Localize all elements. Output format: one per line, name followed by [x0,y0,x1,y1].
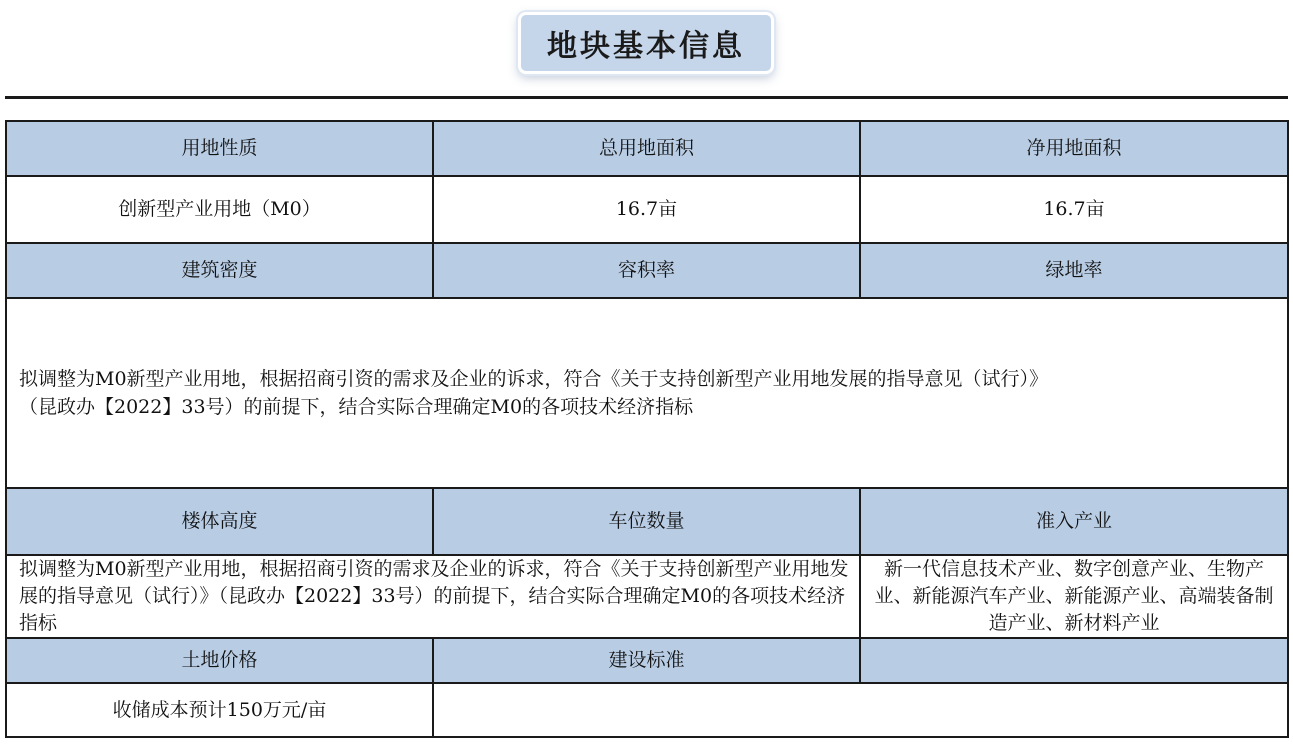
value-permitted-industries: 新一代信息技术产业、数字创意产业、生物产业、新能源汽车产业、新能源产业、高端装备制造产业、新材料产业 [860,555,1288,638]
height-parking-note-text: 拟调整为M0新型产业用地，根据招商引资的需求及企业的诉求，符合《关于支持创新型产业用地发展的指导意见（试行）》（昆政办【2022】33号）的前提下，结合实际合理确定M0的各项技术经济指标 [19,558,849,634]
header-building-height: 楼体高度 [6,488,433,555]
header-row-1 [6,121,1288,176]
value-construction-standard [433,683,1288,737]
header-construction-standard: 建设标准 [433,638,860,683]
value-row-4 [6,683,1288,737]
header-parking-count: 车位数量 [433,488,860,555]
header-total-area: 总用地面积 [433,121,860,176]
header-net-area: 净用地面积 [860,121,1288,176]
indicator-note-line-1: 拟调整为M0新型产业用地，根据招商引资的需求及企业的诉求，符合《关于支持创新型产业用地发展的指导意见（试行）》 [19,368,1049,390]
header-land-price: 土地价格 [6,638,433,683]
page-title: 地块基本信息 [518,12,774,74]
header-green-ratio: 绿地率 [860,243,1288,298]
value-total-area: 16.7亩 [433,176,860,243]
header-land-use: 用地性质 [6,121,433,176]
value-net-area: 16.7亩 [860,176,1288,243]
header-empty [860,638,1288,683]
title-divider [5,96,1288,99]
indicator-note [6,298,1288,488]
value-row-1 [6,176,1288,243]
value-land-price: 收储成本预计150万元/亩 [6,683,433,737]
header-permitted-industries: 准入产业 [860,488,1288,555]
header-row-2 [6,243,1288,298]
land-info-table [5,120,1289,738]
value-land-use: 创新型产业用地（M0） [6,176,433,243]
note-row-2 [6,298,1288,488]
header-plot-ratio: 容积率 [433,243,860,298]
value-row-3 [6,555,1288,638]
header-building-density: 建筑密度 [6,243,433,298]
indicator-note-line-2: （昆政办【2022】33号）的前提下，结合实际合理确定M0的各项技术经济指标 [19,396,694,418]
header-row-3 [6,488,1288,555]
header-row-4 [6,638,1288,683]
height-parking-note [6,555,860,638]
